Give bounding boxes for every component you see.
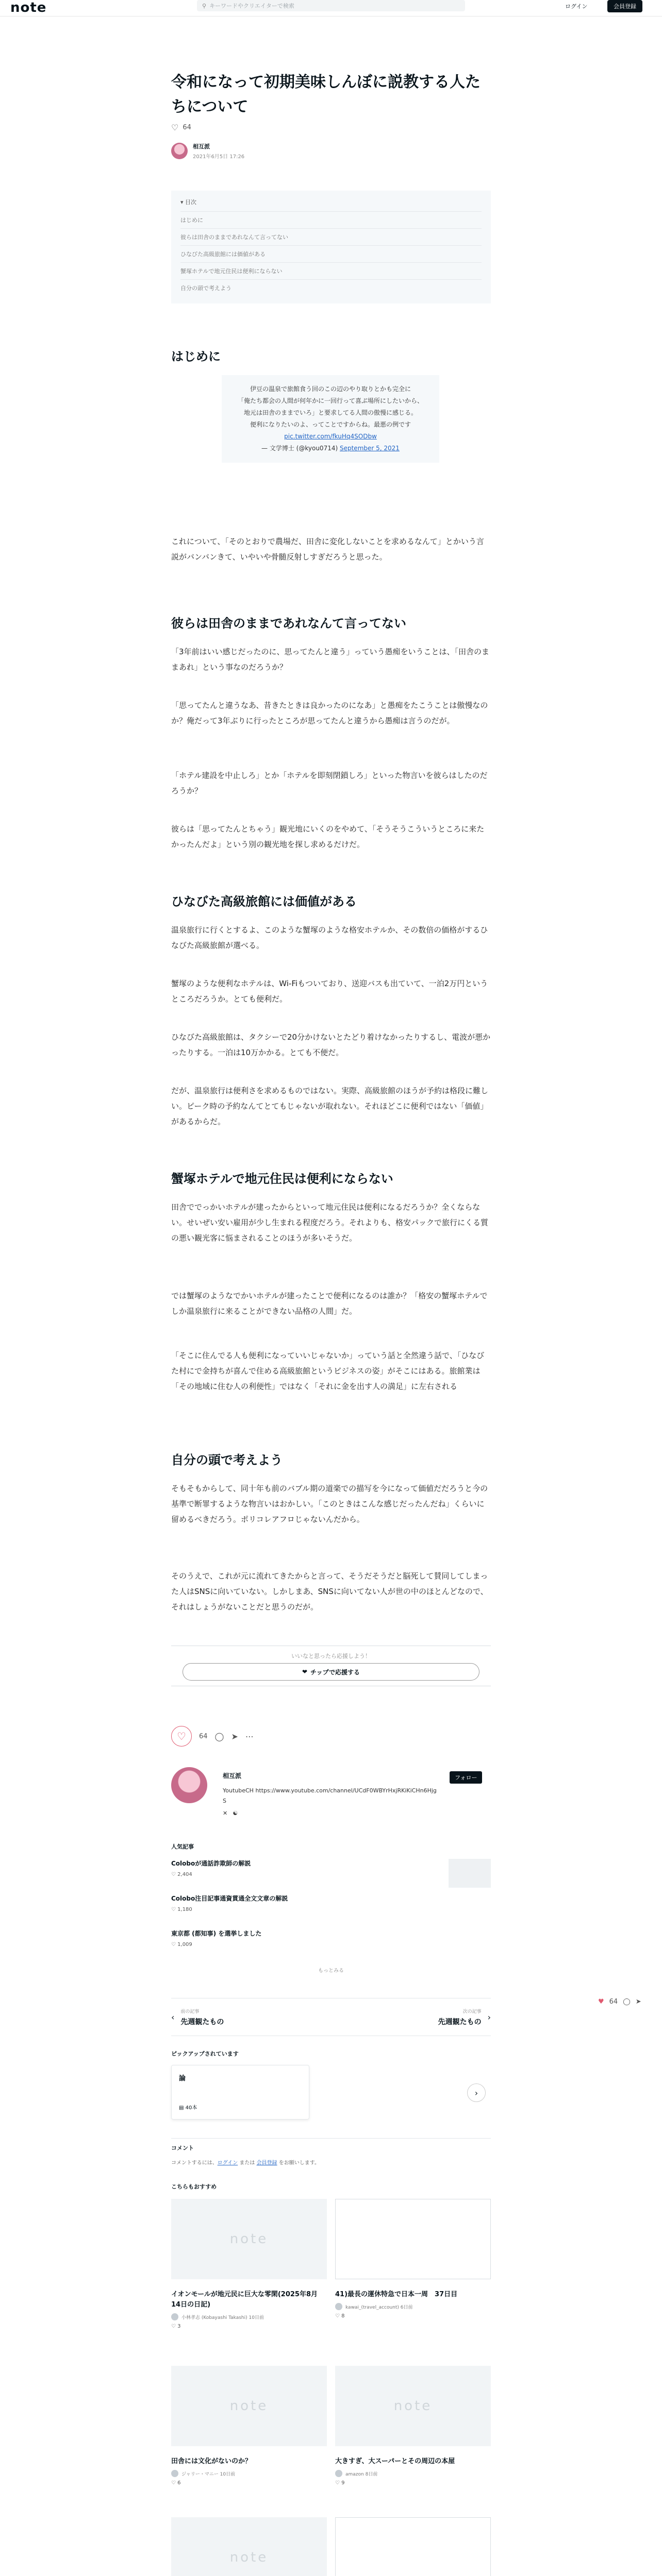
- share-icon[interactable]: ➤: [635, 1998, 641, 2006]
- document-icon: ▤: [179, 2105, 184, 2111]
- card-stats: [171, 2324, 327, 2329]
- login-link[interactable]: ログイン: [217, 2160, 238, 2166]
- paragraph: 「3年前はいい感じだったのに、思ってたんと違う」っていう愚痴をいうことは、「田舎のままあれ」という事なのだろうか？: [171, 647, 490, 672]
- paragraph: では蟹塚のようなでかいホテルが建ったことで便利になるのは誰か？「格安の蟹塚ホテルでしか温泉旅行に来ることができない品格の人間」だ。: [171, 1291, 488, 1316]
- search-input[interactable]: [197, 0, 465, 11]
- author-info: [171, 142, 244, 160]
- paragraph: ひなびた高級旅館は、タクシーで20分かけないとたどり着けなかったりするし、電波が悪かったりする。一泊は10万かかる。とても不便だ。: [171, 1032, 491, 1057]
- chevron-right-icon: ›: [487, 2012, 491, 2022]
- support-label: いいなと思ったら応援しよう！: [287, 1652, 375, 1660]
- recommend-title: こちらもおすすめ: [171, 2183, 217, 2190]
- signup-button[interactable]: 会員登録: [607, 0, 642, 12]
- like-count: 1,180: [177, 1907, 192, 1912]
- prev-title: 先週観たもの: [180, 2018, 224, 2026]
- comment-icon[interactable]: ◯: [623, 1998, 631, 2006]
- comment-text: コメントするには、: [171, 2160, 218, 2166]
- section-heading: 自分の頭で考えよう: [171, 1453, 283, 1467]
- comment-text: または: [238, 2160, 257, 2166]
- search-icon: ⚲: [202, 2, 207, 9]
- recommend-card[interactable]: [171, 2199, 327, 2329]
- prev-label: 前の記事: [180, 2009, 200, 2014]
- thumbnail: [449, 1859, 491, 1888]
- prev-article-link[interactable]: [171, 2008, 224, 2027]
- chevron-down-icon: ▾: [180, 199, 184, 206]
- login-button[interactable]: ログイン: [565, 3, 588, 10]
- article-like-row: [171, 123, 191, 132]
- like-count: 64: [183, 124, 191, 131]
- section-heading: 蟹塚ホテルで地元住民は便利にならない: [171, 1172, 393, 1186]
- card-title: 41)最長の運休特急で日本一周 37日目: [335, 2291, 458, 2298]
- publish-date: 2021年6月5日 17:26: [193, 154, 245, 160]
- paragraph: 温泉旅行に行くとするよ、このような蟹塚のような格安ホテルか、その数倍の価格がするひなびた高級旅館が選べる。: [171, 925, 488, 950]
- share-icon[interactable]: ➤: [231, 1731, 238, 1741]
- comments-section: [171, 2138, 491, 2166]
- card-author: ジャリー・マニー 10日前: [181, 2471, 236, 2477]
- paragraph: だが、温泉旅行は便利さを求めるものではない。実際、高級旅館のほうが予約は格段に難しい。ピーク時の予約なんてとてもじゃないが取れない。それほどこに便利ではない「価値」があるからだ。: [171, 1086, 489, 1126]
- table-of-contents: [171, 191, 491, 303]
- note-placeholder-image: note: [171, 2366, 327, 2446]
- card-stats: [335, 2313, 491, 2319]
- embedded-tweet: [222, 375, 439, 463]
- tip-button-label: チップで応援する: [310, 1668, 360, 1676]
- creator-avatar[interactable]: [171, 1767, 207, 1803]
- card-meta: [171, 2313, 327, 2320]
- card-author: 小林孝志 (Kobayashi Takashi) 10日前: [181, 2315, 264, 2320]
- card-meta: [335, 2470, 491, 2477]
- comment-text: をお願いします。: [277, 2160, 320, 2166]
- note-placeholder-image: note: [335, 2366, 491, 2446]
- recommend-card[interactable]: [171, 2517, 327, 2576]
- recommend-card[interactable]: [171, 2366, 327, 2486]
- magazine-name: 論: [179, 2075, 186, 2082]
- popular-item-title: Colobo注目記事通資貫通全文文章の解説: [171, 1895, 288, 1902]
- card-title: 大きすぎ、大スーパーとその周辺の本屋: [335, 2458, 455, 2465]
- toc-item[interactable]: はじめに: [180, 211, 482, 228]
- creator-description: [223, 1786, 491, 1819]
- comments-prompt: [171, 2158, 491, 2166]
- section-heading: 彼らは田舎のままであれなんて言ってない: [171, 616, 406, 631]
- like-count: 1,009: [177, 1942, 192, 1947]
- tweet-line: 地元は田舎のままでいろ」と要求してる人間の傲慢に感じる。: [243, 409, 417, 416]
- creator-desc-line: S: [223, 1798, 226, 1804]
- like-count: 64: [609, 1998, 618, 2006]
- card-stats: [171, 2480, 327, 2486]
- paragraph: 「ホテル建設を中止しろ」とか「ホテルを即刻閉鎖しろ」といった物言いを彼らはしたのだろうか？: [171, 771, 488, 795]
- note-logo[interactable]: note: [10, 0, 47, 15]
- heart-icon: ♡: [171, 2480, 176, 2486]
- comment-icon[interactable]: ◯: [214, 1731, 224, 1741]
- like-count: 2,404: [177, 1872, 192, 1877]
- heart-icon: ♡: [177, 1730, 186, 1742]
- like-count: 9: [341, 2480, 345, 2486]
- follow-button[interactable]: フォロー: [450, 1771, 482, 1784]
- comments-title: コメント: [171, 2145, 194, 2151]
- heart-icon: ♡: [171, 1942, 176, 1947]
- signup-link[interactable]: 会員登録: [256, 2160, 277, 2166]
- popular-item-title: Coloboが通話詐欺師の解説: [171, 1860, 251, 1867]
- recommend-card[interactable]: [335, 2199, 491, 2319]
- x-icon[interactable]: ✕: [223, 1810, 228, 1817]
- heart-icon: ♡: [171, 1907, 176, 1912]
- toc-label: 目次: [185, 199, 197, 206]
- more-icon[interactable]: ⋯: [245, 1731, 254, 1741]
- search-placeholder: キーワードやクリエイターで検索: [209, 3, 294, 9]
- card-title: 田舎には文化がないのか？: [171, 2458, 252, 2465]
- popular-title: 人気記事: [171, 1843, 194, 1850]
- support-box: [171, 1646, 491, 1686]
- paragraph: これについて、「そのとおりで農場だ、田舎に変化しないことを求めるなんて」とかいう言説がバンバンきて、いやいや骨髄反射しすぎだろうと思った。: [171, 537, 484, 562]
- toc-item[interactable]: 蟹塚ホテルで地元住民は便利にならない: [180, 262, 482, 279]
- floating-actions: [598, 1998, 641, 2006]
- article-actions: [171, 1726, 254, 1747]
- author-name[interactable]: 相互派: [193, 143, 210, 150]
- avatar: [171, 2470, 178, 2477]
- like-count: 6: [177, 2480, 181, 2486]
- image-placeholder: [335, 2517, 491, 2576]
- paragraph: 彼らは「思ってたんとちゃう」観光地にいくのをやめて、「そうそうこういうところに来たかったんだよ」という別の観光地を探し求めるだけだ。: [171, 824, 485, 849]
- pickup-section: [171, 2049, 491, 2132]
- heart-tip-icon: ❤: [302, 1668, 308, 1675]
- paragraph: 田舎ででっかいホテルが建ったからといって地元住民は便利になるだろうか？全くならない。せいぜい安い雇用が少し生まれる程度だろう。それよりも、格安パックで旅行にくる質の悪い観光客に悩まされることのほうが多いそうだ。: [171, 1202, 489, 1243]
- heart-icon: ♡: [335, 2313, 340, 2319]
- paragraph: 「そこに住んでる人も便利になっていいじゃないか」っていう話と全然違う話で、「ひなびた村にで金持ちが喜んで住める高級旅館というビジネスの姿」がそこにはある。旅館業は「その地域に住む人の利便性」ではなく「それに金を出す人の満足」に左右される: [171, 1351, 485, 1391]
- recommend-card[interactable]: [335, 2517, 491, 2576]
- more-link[interactable]: もっとみる: [318, 1968, 344, 1974]
- popular-item-likes: [171, 1907, 491, 1912]
- carousel-next-button[interactable]: [467, 2083, 486, 2102]
- popular-item-likes: [171, 1872, 491, 1877]
- like-count: 64: [199, 1732, 208, 1740]
- popular-item-title: 東京都 (都知事) を選挙しました: [171, 1930, 262, 1937]
- magazine-card[interactable]: [171, 2065, 309, 2120]
- section-heading: はじめに: [171, 349, 221, 364]
- list-item[interactable]: [171, 1894, 491, 1929]
- like-count: 3: [177, 2324, 181, 2329]
- tweet-date-link[interactable]: September 5, 2021: [339, 445, 400, 452]
- avatar: [335, 2470, 342, 2477]
- creator-name[interactable]: 相互派: [223, 1772, 242, 1780]
- paragraph: 「思ってたんと違うなあ、昔きたときは良かったのになあ」と愚痴をたこうことは傲慢なのか？俺だって3年ぶりに行ったところが思ってたんと違うから愚痴は言うのだが。: [171, 701, 488, 725]
- tweet-image-link[interactable]: pic.twitter.com/fkuHq4SODbw: [284, 433, 377, 440]
- toc-item[interactable]: 自分の頭で考えよう: [180, 279, 482, 296]
- heart-icon[interactable]: ♥: [598, 1998, 604, 2006]
- card-meta: [171, 2470, 327, 2477]
- card-author: kawai_(travel_account) 6日前: [345, 2304, 413, 2310]
- section-heading: ひなびた高級旅館には価値がある: [171, 894, 357, 909]
- recommend-card[interactable]: [335, 2366, 491, 2486]
- note-placeholder-image: note: [171, 2517, 327, 2576]
- list-item[interactable]: [171, 1929, 491, 1964]
- toc-item[interactable]: 彼らは田舎のままであれなんて言ってない: [180, 228, 482, 245]
- article-title: 令和になって初期美味しんぼに説教する人たちについて: [171, 73, 481, 116]
- list-item[interactable]: [171, 1859, 491, 1894]
- next-article-link[interactable]: [438, 2008, 491, 2027]
- pickup-title: ピックアップされています: [171, 2050, 239, 2057]
- heart-icon: ♡: [171, 2324, 176, 2329]
- avatar: [335, 2303, 342, 2310]
- card-meta: [335, 2303, 491, 2310]
- magazine-count: [179, 2103, 302, 2111]
- heart-icon: ♡: [171, 1872, 176, 1877]
- card-stats: [335, 2480, 491, 2486]
- tweet-line: 「俺たち都会の人間が何年かに一回行って喜ぶ場所にしたいから、: [237, 397, 423, 404]
- image-placeholder: [335, 2199, 491, 2279]
- tip-button[interactable]: [183, 1663, 479, 1681]
- toc-item[interactable]: ひなびた高級旅館には価値がある: [180, 245, 482, 262]
- next-title: 先週観たもの: [438, 2018, 482, 2026]
- author-avatar[interactable]: [171, 143, 188, 159]
- paragraph: そのうえで、これが元に流れてきたからと言って、そうだそうだと脳死して賛同してしまった人はSNSに向いていない。しかしまあ、SNSに向いてない人が世の中のほとんどなので、それはしょうがないことだと思うのだが。: [171, 1571, 488, 1612]
- tweet-line: 便利になりたいのよ、ってことですからね。最悪の例です: [250, 421, 411, 428]
- heart-icon: ♡: [335, 2480, 340, 2486]
- rss-icon[interactable]: ☯: [233, 1810, 238, 1817]
- popular-articles: [171, 1842, 491, 1974]
- article-pagination: [171, 1998, 491, 2036]
- popular-item-likes: [171, 1942, 491, 1947]
- avatar: [171, 2313, 178, 2320]
- chevron-right-icon: ›: [474, 2088, 478, 2098]
- toc-header[interactable]: [180, 198, 482, 206]
- next-label: 次の記事: [462, 2009, 482, 2014]
- card-author: amazon 8日前: [345, 2471, 378, 2477]
- creator-desc-line: YoutubeCH https://www.youtube.com/channel/UCdF0WBYrHxjRKiKiCHn6Hjg: [223, 1787, 437, 1794]
- tweet-author: — 文学博士 (@kyou0714): [261, 445, 338, 452]
- card-title: イオンモールが地元民に巨大な零閑(2025年8月14日の日記): [171, 2291, 318, 2309]
- paragraph: そもそもからして、同十年も前のバブル期の道楽での描写を今になって価値だだろうと今の基準で断罪するような物言いはおかしい。「このときはこんな感じだったんだね」くらいに留めるべきだろう。ポリコレアフロじゃないんだから。: [171, 1484, 488, 1524]
- site-header: [0, 0, 662, 16]
- note-placeholder-image: note: [171, 2199, 327, 2279]
- like-count: 8: [341, 2313, 345, 2319]
- chevron-left-icon: ‹: [171, 2012, 175, 2022]
- heart-icon[interactable]: ♡: [171, 123, 179, 132]
- count: 40本: [185, 2105, 197, 2111]
- paragraph: 蟹塚のような便利なホテルは、Wi-Fiもついており、送迎バスも出ていて、一泊2万円というところだろうか。とても便利だ。: [171, 979, 488, 1004]
- like-button[interactable]: [171, 1726, 192, 1747]
- tweet-line: 伊豆の温泉で旅館食う回のこの辺のやり取りとかも完全に: [250, 385, 411, 393]
